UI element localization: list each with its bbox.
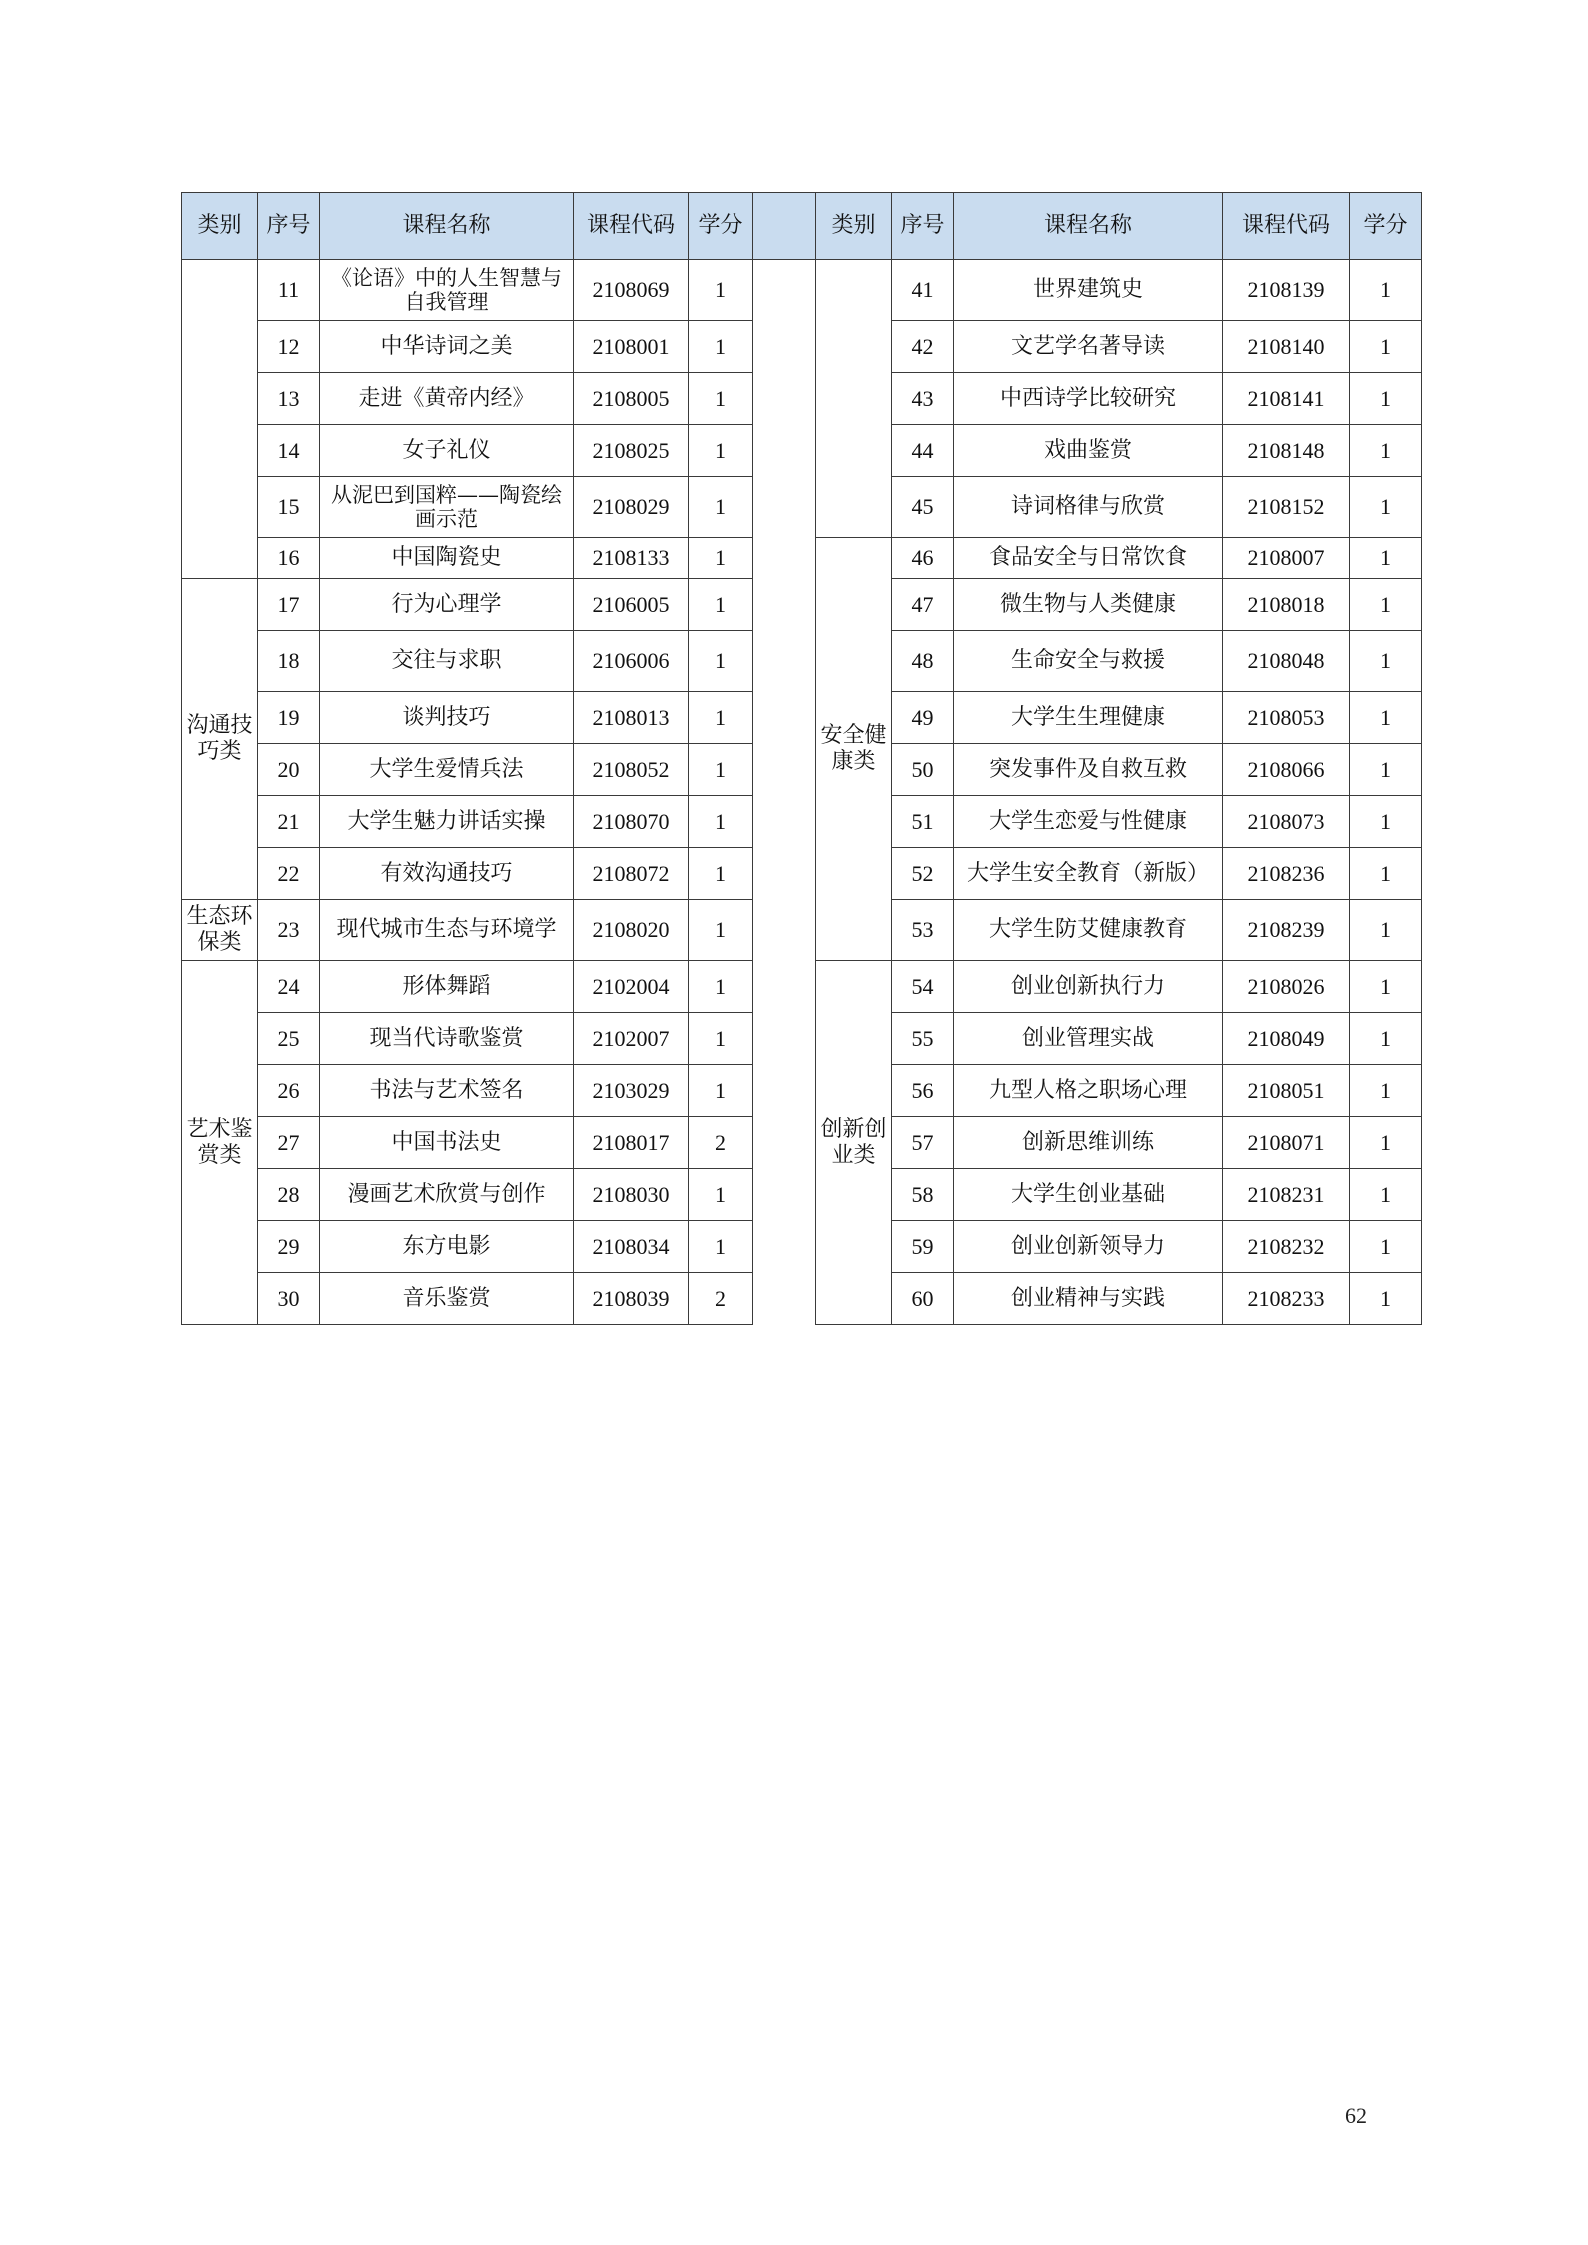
credit-cell: 1 xyxy=(1350,1169,1422,1221)
course-code-cell: 2108052 xyxy=(574,744,689,796)
course-name-cell: 生命安全与救援 xyxy=(954,631,1223,692)
credit-cell: 2 xyxy=(689,1273,753,1325)
course-code-cell: 2108236 xyxy=(1223,848,1350,900)
course-name-cell: 中国陶瓷史 xyxy=(320,538,574,579)
credit-cell: 1 xyxy=(689,692,753,744)
credit-cell: 1 xyxy=(1350,744,1422,796)
seq-cell: 16 xyxy=(258,538,320,579)
credit-cell: 1 xyxy=(689,260,753,321)
course-name-cell: 行为心理学 xyxy=(320,579,574,631)
seq-cell: 49 xyxy=(892,692,954,744)
left-category-cell xyxy=(182,260,258,579)
seq-cell: 55 xyxy=(892,1013,954,1065)
seq-cell: 14 xyxy=(258,425,320,477)
course-code-cell: 2108034 xyxy=(574,1221,689,1273)
header-category-left: 类别 xyxy=(182,193,258,260)
credit-cell: 1 xyxy=(1350,425,1422,477)
seq-cell: 25 xyxy=(258,1013,320,1065)
course-name-cell: 中华诗词之美 xyxy=(320,321,574,373)
course-name-cell: 有效沟通技巧 xyxy=(320,848,574,900)
course-code-cell: 2108066 xyxy=(1223,744,1350,796)
credit-cell: 1 xyxy=(689,1169,753,1221)
credit-cell: 1 xyxy=(689,321,753,373)
course-name-cell: 大学生魅力讲话实操 xyxy=(320,796,574,848)
seq-cell: 18 xyxy=(258,631,320,692)
course-code-cell: 2106005 xyxy=(574,579,689,631)
credit-cell: 1 xyxy=(1350,900,1422,961)
course-name-cell: 文艺学名著导读 xyxy=(954,321,1223,373)
header-code-right: 课程代码 xyxy=(1223,193,1350,260)
credit-cell: 1 xyxy=(1350,631,1422,692)
seq-cell: 26 xyxy=(258,1065,320,1117)
credit-cell: 1 xyxy=(1350,1065,1422,1117)
seq-cell: 22 xyxy=(258,848,320,900)
course-code-cell: 2108148 xyxy=(1223,425,1350,477)
seq-cell: 59 xyxy=(892,1221,954,1273)
header-seq-right: 序号 xyxy=(892,193,954,260)
header-code-left: 课程代码 xyxy=(574,193,689,260)
course-code-cell: 2108141 xyxy=(1223,373,1350,425)
table-header-row xyxy=(182,193,1422,260)
course-code-cell: 2108051 xyxy=(1223,1065,1350,1117)
credit-cell: 1 xyxy=(689,425,753,477)
course-code-cell: 2108017 xyxy=(574,1117,689,1169)
course-name-cell: 微生物与人类健康 xyxy=(954,579,1223,631)
course-name-cell: 谈判技巧 xyxy=(320,692,574,744)
header-credit-left: 学分 xyxy=(689,193,753,260)
left-category-cell: 艺术鉴赏类 xyxy=(182,961,258,1325)
credit-cell: 1 xyxy=(689,579,753,631)
credit-cell: 1 xyxy=(1350,260,1422,321)
credit-cell: 1 xyxy=(1350,961,1422,1013)
course-name-cell: 戏曲鉴赏 xyxy=(954,425,1223,477)
credit-cell: 1 xyxy=(689,848,753,900)
header-seq-left: 序号 xyxy=(258,193,320,260)
credit-cell: 1 xyxy=(1350,1221,1422,1273)
course-name-cell: 东方电影 xyxy=(320,1221,574,1273)
credit-cell: 1 xyxy=(689,1221,753,1273)
course-code-cell: 2108013 xyxy=(574,692,689,744)
credit-cell: 1 xyxy=(689,796,753,848)
page-number: 62 xyxy=(1345,2103,1367,2128)
credit-cell: 1 xyxy=(1350,796,1422,848)
header-gap xyxy=(753,193,816,260)
course-code-cell: 2108039 xyxy=(574,1273,689,1325)
credit-cell: 1 xyxy=(1350,848,1422,900)
seq-cell: 57 xyxy=(892,1117,954,1169)
seq-cell: 53 xyxy=(892,900,954,961)
course-name-cell: 大学生安全教育（新版） xyxy=(954,848,1223,900)
right-category-cell: 创新创业类 xyxy=(816,961,892,1325)
course-name-cell: 形体舞蹈 xyxy=(320,961,574,1013)
seq-cell: 48 xyxy=(892,631,954,692)
course-code-cell: 2102007 xyxy=(574,1013,689,1065)
credit-cell: 1 xyxy=(1350,321,1422,373)
course-name-cell: 创业创新执行力 xyxy=(954,961,1223,1013)
seq-cell: 21 xyxy=(258,796,320,848)
course-code-cell: 2108053 xyxy=(1223,692,1350,744)
course-name-cell: 食品安全与日常饮食 xyxy=(954,538,1223,579)
course-code-cell: 2108005 xyxy=(574,373,689,425)
course-name-cell: 走进《黄帝内经》 xyxy=(320,373,574,425)
course-name-cell: 《论语》中的人生智慧与自我管理 xyxy=(320,260,574,321)
seq-cell: 44 xyxy=(892,425,954,477)
course-code-cell: 2108048 xyxy=(1223,631,1350,692)
seq-cell: 43 xyxy=(892,373,954,425)
course-name-cell: 大学生创业基础 xyxy=(954,1169,1223,1221)
course-name-cell: 创业管理实战 xyxy=(954,1013,1223,1065)
course-name-cell: 交往与求职 xyxy=(320,631,574,692)
course-name-cell: 创业精神与实践 xyxy=(954,1273,1223,1325)
course-code-cell: 2108020 xyxy=(574,900,689,961)
header-name-right: 课程名称 xyxy=(954,193,1223,260)
credit-cell: 1 xyxy=(1350,579,1422,631)
course-code-cell: 2108018 xyxy=(1223,579,1350,631)
seq-cell: 56 xyxy=(892,1065,954,1117)
credit-cell: 1 xyxy=(689,1065,753,1117)
table-row xyxy=(182,260,1422,321)
seq-cell: 12 xyxy=(258,321,320,373)
credit-cell: 1 xyxy=(1350,373,1422,425)
credit-cell: 1 xyxy=(689,900,753,961)
credit-cell: 1 xyxy=(1350,1013,1422,1065)
course-name-cell: 创业创新领导力 xyxy=(954,1221,1223,1273)
course-code-cell: 2108001 xyxy=(574,321,689,373)
seq-cell: 42 xyxy=(892,321,954,373)
course-name-cell: 漫画艺术欣赏与创作 xyxy=(320,1169,574,1221)
left-category-cell: 生态环保类 xyxy=(182,900,258,961)
seq-cell: 24 xyxy=(258,961,320,1013)
right-category-cell xyxy=(816,260,892,538)
header-name-left: 课程名称 xyxy=(320,193,574,260)
course-code-cell: 2108025 xyxy=(574,425,689,477)
course-code-cell: 2108070 xyxy=(574,796,689,848)
course-name-cell: 现当代诗歌鉴赏 xyxy=(320,1013,574,1065)
course-code-cell: 2108071 xyxy=(1223,1117,1350,1169)
course-code-cell: 2108233 xyxy=(1223,1273,1350,1325)
credit-cell: 1 xyxy=(1350,692,1422,744)
seq-cell: 13 xyxy=(258,373,320,425)
credit-cell: 1 xyxy=(689,961,753,1013)
course-name-cell: 大学生生理健康 xyxy=(954,692,1223,744)
credit-cell: 1 xyxy=(689,373,753,425)
seq-cell: 58 xyxy=(892,1169,954,1221)
course-name-cell: 诗词格律与欣赏 xyxy=(954,477,1223,538)
seq-cell: 52 xyxy=(892,848,954,900)
course-code-cell: 2108133 xyxy=(574,538,689,579)
seq-cell: 46 xyxy=(892,538,954,579)
course-code-cell: 2108231 xyxy=(1223,1169,1350,1221)
course-name-cell: 中西诗学比较研究 xyxy=(954,373,1223,425)
course-code-cell: 2108139 xyxy=(1223,260,1350,321)
course-code-cell: 2108140 xyxy=(1223,321,1350,373)
course-name-cell: 女子礼仪 xyxy=(320,425,574,477)
credit-cell: 1 xyxy=(689,744,753,796)
course-code-cell: 2108030 xyxy=(574,1169,689,1221)
course-name-cell: 音乐鉴赏 xyxy=(320,1273,574,1325)
seq-cell: 28 xyxy=(258,1169,320,1221)
seq-cell: 30 xyxy=(258,1273,320,1325)
course-name-cell: 世界建筑史 xyxy=(954,260,1223,321)
seq-cell: 27 xyxy=(258,1117,320,1169)
credit-cell: 2 xyxy=(689,1117,753,1169)
seq-cell: 50 xyxy=(892,744,954,796)
seq-cell: 19 xyxy=(258,692,320,744)
course-table xyxy=(181,192,1422,1325)
seq-cell: 15 xyxy=(258,477,320,538)
course-code-cell: 2108239 xyxy=(1223,900,1350,961)
header-category-right: 类别 xyxy=(816,193,892,260)
seq-cell: 23 xyxy=(258,900,320,961)
credit-cell: 1 xyxy=(689,538,753,579)
seq-cell: 29 xyxy=(258,1221,320,1273)
seq-cell: 20 xyxy=(258,744,320,796)
right-category-cell: 安全健康类 xyxy=(816,538,892,961)
credit-cell: 1 xyxy=(1350,477,1422,538)
course-code-cell: 2108152 xyxy=(1223,477,1350,538)
header-credit-right: 学分 xyxy=(1350,193,1422,260)
course-name-cell: 创新思维训练 xyxy=(954,1117,1223,1169)
gap-column xyxy=(753,260,816,1325)
course-code-cell: 2108232 xyxy=(1223,1221,1350,1273)
seq-cell: 11 xyxy=(258,260,320,321)
course-code-cell: 2108049 xyxy=(1223,1013,1350,1065)
course-name-cell: 大学生恋爱与性健康 xyxy=(954,796,1223,848)
course-code-cell: 2108007 xyxy=(1223,538,1350,579)
course-name-cell: 大学生爱情兵法 xyxy=(320,744,574,796)
seq-cell: 45 xyxy=(892,477,954,538)
credit-cell: 1 xyxy=(689,477,753,538)
course-name-cell: 中国书法史 xyxy=(320,1117,574,1169)
course-code-cell: 2108072 xyxy=(574,848,689,900)
seq-cell: 41 xyxy=(892,260,954,321)
credit-cell: 1 xyxy=(689,631,753,692)
course-code-cell: 2103029 xyxy=(574,1065,689,1117)
seq-cell: 60 xyxy=(892,1273,954,1325)
course-name-cell: 书法与艺术签名 xyxy=(320,1065,574,1117)
seq-cell: 47 xyxy=(892,579,954,631)
course-name-cell: 现代城市生态与环境学 xyxy=(320,900,574,961)
course-code-cell: 2108069 xyxy=(574,260,689,321)
course-name-cell: 九型人格之职场心理 xyxy=(954,1065,1223,1117)
seq-cell: 17 xyxy=(258,579,320,631)
credit-cell: 1 xyxy=(1350,1273,1422,1325)
course-code-cell: 2106006 xyxy=(574,631,689,692)
credit-cell: 1 xyxy=(1350,538,1422,579)
left-category-cell: 沟通技巧类 xyxy=(182,579,258,900)
course-code-cell: 2108073 xyxy=(1223,796,1350,848)
course-name-cell: 大学生防艾健康教育 xyxy=(954,900,1223,961)
course-code-cell: 2102004 xyxy=(574,961,689,1013)
seq-cell: 54 xyxy=(892,961,954,1013)
course-name-cell: 突发事件及自救互救 xyxy=(954,744,1223,796)
course-code-cell: 2108029 xyxy=(574,477,689,538)
course-code-cell: 2108026 xyxy=(1223,961,1350,1013)
credit-cell: 1 xyxy=(1350,1117,1422,1169)
course-name-cell: 从泥巴到国粹——陶瓷绘画示范 xyxy=(320,477,574,538)
seq-cell: 51 xyxy=(892,796,954,848)
credit-cell: 1 xyxy=(689,1013,753,1065)
